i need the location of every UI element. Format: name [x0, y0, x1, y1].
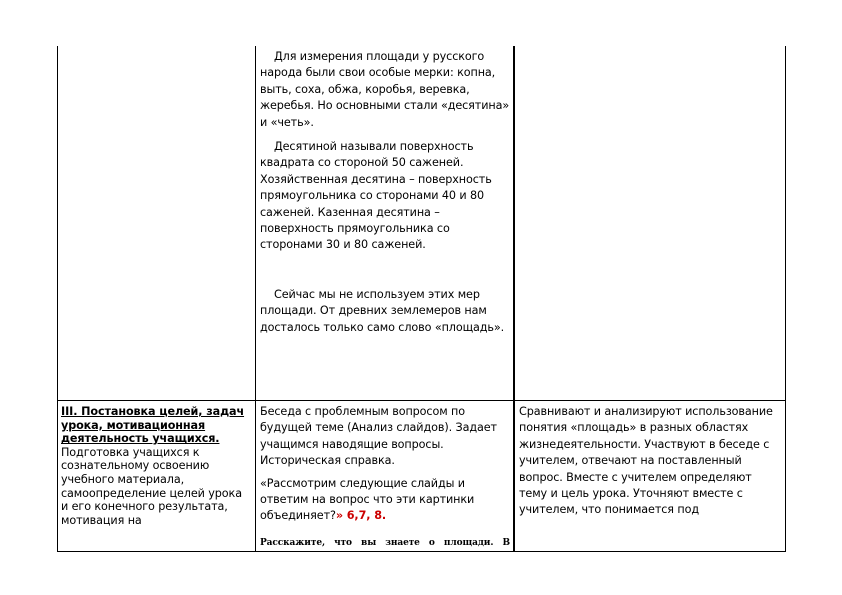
table-border-right — [785, 46, 786, 552]
area-question-footnote: Расскажите, что вы знаете о площади. В — [260, 537, 510, 548]
problem-question-paragraph: Беседа с проблемным вопросом по будущей теме (Анализ слайдов). Задает учащимся наводящие вопросы. Историческая справка. — [260, 405, 497, 468]
slides-question-paragraph — [260, 476, 510, 525]
row2-student-activity-cell — [519, 404, 781, 519]
table-border-left — [57, 46, 58, 552]
stage-description: Подготовка учащихся к сознательному освоению учебного материала, самоопределение целей урока и его конечного результата, мотивация на — [61, 445, 242, 527]
row1-teacher-activity-cell — [260, 49, 510, 336]
slides-question-text: «Рассмотрим следующие слайды и ответим на вопрос что эти картинки объединяет? — [260, 476, 475, 523]
row2-teacher-activity-cell — [260, 404, 510, 551]
table-row-divider — [57, 400, 786, 401]
table-divider-col2 — [513, 46, 515, 552]
modern-measures-paragraph: Сейчас мы не используем этих мер площади. От древних землемеров нам досталось только само слово «площадь». — [260, 287, 505, 334]
measures-paragraph: Для измерения площади у русского народа были свои особые мерки: копна, выть, соха, обжа, коробья, веревка, жеребья. Но основными стали «десятина» и «четь». — [260, 50, 510, 129]
stage-heading: III. Постановка целей, задач урока, мотивационная деятельность учащихся. — [61, 405, 245, 446]
table-divider-col1 — [255, 46, 256, 552]
slide-numbers-highlight: » 6,7, 8. — [335, 509, 387, 523]
desyatina-paragraph: Десятиной называли поверхность квадрата со стороной 50 саженей. Хозяйственная десятина – поверхность прямоугольника со сторонами 40 и 80 саженей. Казенная десятина – поверхность прямоугольника со сторонами 30 и 80 саженей. — [260, 140, 492, 252]
student-activity-paragraph: Сравнивают и анализируют использование понятия «площадь» в разных областях жизнедеятельности. Участвуют в беседе с учителем, отвечают на поставленный вопрос. Вместе с учителем определяют тему и цель урока. Уточняют вместе с учителем, что понимается под — [519, 405, 773, 517]
row2-stage-cell — [61, 405, 251, 527]
